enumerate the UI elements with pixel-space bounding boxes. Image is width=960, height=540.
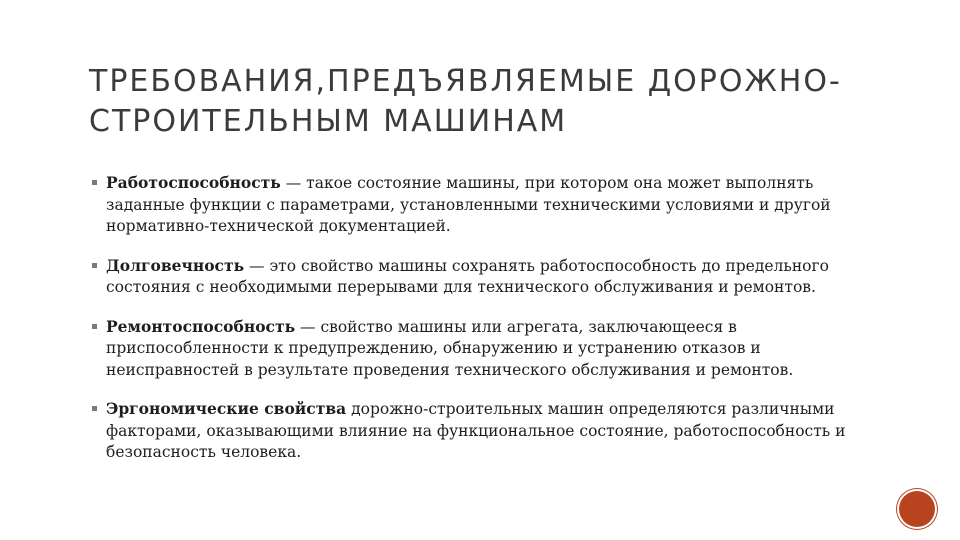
item-text: — такое состояние машины, при котором она может выполнять заданные функции с параметрами, установленными техническими условиями и другой нормативно-технической документацией.	[106, 174, 831, 235]
page-number-badge	[899, 491, 935, 527]
square-bullet-icon	[92, 180, 97, 185]
list-item	[92, 172, 882, 238]
list-item	[92, 316, 882, 382]
item-term: Работоспособность	[106, 173, 281, 192]
square-bullet-icon	[92, 324, 97, 329]
item-text: — свойство машины или агрегата, заключающееся в приспособленности к предупреждению, обнаружению и устранению отказов и неисправностей в результате проведения технического обслуживания и ремонтов.	[106, 317, 794, 379]
list-item	[92, 398, 882, 464]
item-term: Эргономические свойства	[106, 399, 347, 418]
item-text: дорожно-строительных машин определяются различными факторами, оказывающими влияние на функциональное состояние, работоспособность и безопасность человека.	[106, 400, 846, 461]
square-bullet-icon	[92, 406, 97, 411]
list-item	[92, 255, 882, 299]
slide-title	[89, 62, 889, 142]
slide-title-line-1: ТРЕБОВАНИЯ,ПРЕДЪЯВЛЯЕМЫЕ ДОРОЖНО-	[89, 64, 842, 99]
slide-title-line-2: СТРОИТЕЛЬНЫМ МАШИНАМ	[89, 104, 568, 139]
item-term: Ремонтоспособность	[106, 316, 296, 336]
bullet-list	[92, 172, 882, 481]
square-bullet-icon	[92, 263, 97, 268]
item-term: Долговечность	[106, 255, 245, 275]
item-text: — это свойство машины сохранять работоспособность до предельного состояния с необходимыми перерывами для технического обслуживания и ремонтов.	[106, 256, 829, 296]
